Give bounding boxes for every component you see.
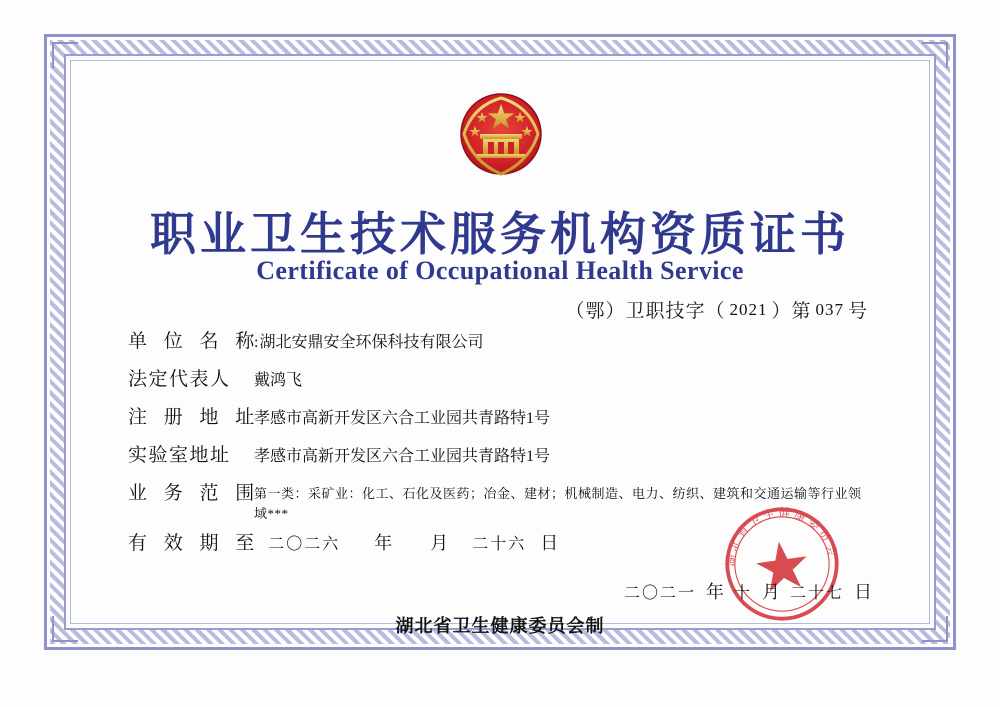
issue-day-unit: 日 <box>854 582 872 602</box>
corner-ornament-top-left <box>52 42 78 68</box>
cert-number-serial: 037 <box>815 300 844 319</box>
field-row-registered-address <box>128 402 868 436</box>
label-business-scope: 业 务 范 围 <box>128 483 261 504</box>
issue-year: 二〇二一 <box>623 585 696 602</box>
label-unit-name: 单 位 名 称 <box>128 331 261 352</box>
cert-number-middle: ）第 <box>771 301 812 322</box>
validity-year: 二〇二六 <box>268 536 341 553</box>
issue-month: 十 <box>733 585 752 602</box>
value-registered-address: 孝感市高新开发区六合工业园共青路特1号 <box>254 410 551 427</box>
cert-number-suffix: 号 <box>847 301 868 322</box>
issue-date-line <box>624 578 882 604</box>
label-laboratory-address: 实验室地址 <box>128 445 231 466</box>
field-row-laboratory-address <box>128 440 868 474</box>
svg-text:湖北省卫生健康委员会: 湖北省卫生健康委员会 <box>724 506 840 568</box>
validity-month-unit: 月 <box>430 533 449 553</box>
national-emblem-icon <box>451 84 551 184</box>
page-title-chinese: 职业卫生技术服务机构资质证书 <box>150 209 850 260</box>
certificate-number <box>565 296 868 323</box>
issue-day: 二十七 <box>789 585 844 602</box>
validity-year-unit: 年 <box>374 533 393 553</box>
label-validity: 有 效 期 至 <box>128 533 261 554</box>
value-unit-name: : 湖北安鼎安全环保科技有限公司 <box>254 329 483 352</box>
label-legal-representative: 法定代表人 <box>128 369 231 390</box>
issue-year-unit: 年 <box>705 582 724 602</box>
page-title-english: Certificate of Occupational Health Service <box>256 256 744 285</box>
value-business-scope: 第一类：采矿业：化工、石化及医药；冶金、建材；机械制造、电力、纺织、建筑和交通运输等行业领域*** <box>254 486 862 521</box>
value-legal-representative: 戴鸿飞 <box>254 372 303 389</box>
value-laboratory-address: 孝感市高新开发区六合工业园共青路特1号 <box>254 448 551 465</box>
field-row-legal-representative <box>128 364 868 398</box>
validity-day: 二十六 <box>472 536 527 553</box>
validity-day-unit: 日 <box>540 533 559 553</box>
cert-number-prefix: （鄂）卫职技字（ <box>565 301 726 322</box>
validity-line <box>128 528 648 555</box>
field-row-unit-name <box>128 326 868 360</box>
cert-number-year: 2021 <box>729 300 768 319</box>
issue-month-unit: 月 <box>761 582 780 602</box>
label-registered-address: 注 册 地 址 <box>128 407 261 428</box>
issuing-authority-footer: 湖北省卫生健康委员会制 <box>395 616 605 636</box>
corner-ornament-top-right <box>922 42 948 68</box>
